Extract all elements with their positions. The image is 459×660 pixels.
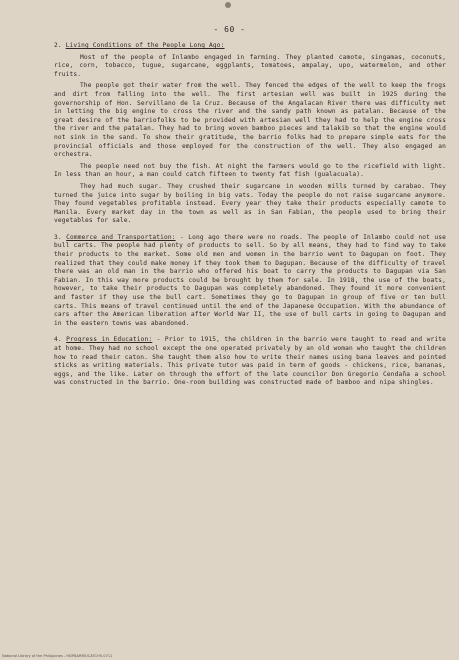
section-living-conditions (54, 42, 446, 226)
footer-credit: National Library of the Philippines - HDPBARRIOCATCH5-0711 (2, 654, 113, 658)
section-heading: Commerce and Transportation: (66, 233, 176, 241)
section-heading: Living Conditions of the People Long Ago: (65, 42, 225, 49)
page-number: - 60 - (213, 25, 246, 34)
paragraph: Most of the people of Inlambo engaged in farming. They planted camote, singamas, coconuts, rice, corn, tobacco, tugue, sugarcane, eggplants, tomatoes, ampalay, upo, watermelon, and other fruits. (54, 53, 446, 78)
document-body (54, 42, 446, 396)
section-progress-education (54, 336, 446, 388)
paragraph-text: - Prior to 1915, the children in the barrio were taught to read and write at home. They had no school except the one operated privately by an old woman who taught the children how to read their caton. She taught them also how to write their names using bana leaves and pointed sticks as writing materials. This private tutor was paid in term of goods - chickens, rice, bananas, eggs, and the like. Later on through the effort of the late councilor Don Gregorio Cendaña a school was constructed in the barrio. One-room building was constructed made of bamboo and nipa shingles. (54, 336, 446, 387)
paragraph-text: - Long ago there were no roads. The people of Inlambo could not use bull carts. The people had plenty of products to sell. So by all means, they had to find way to take their products to the market. Some old men and women in the barrio went to Dagupan on foot. They realized that they could make money if they took them to Dagupan. Because of the difficulty of travel there was an old man in the barrio who offered his boat to carry the products to Dagupan via San Fabian. In this way more products could be brought by them for sale. In 1918, the use of the boats, however, to take their products to Dagupan was completely abandoned. They found it more convenient and faster if they use the bull cart. Sometimes they go to Dagupan in group of five or ten bull carts. This means of travel continued until the end of the Japanese Occupation. With the abundance of cars after the American liberation after World War II, the use of bull carts in going to Dagupan and in the eastern towns was abandoned. (54, 233, 446, 327)
paragraph: The people got their water from the well. They fenced the edges of the well to keep the frogs and dirt from falling into the well. The first artesian well was built in 1925 during the governorship of Hon. Servillano de la Cruz. Because of the Angalacan River there was difficulty met in letting the big engine to cross the river and the sandy path known as patalan. Because of the great desire of the barriofolks to be provided with artesian well they had to help the engine cross the river and the patalan. They had to bring woven bamboo pieces and talakib so that the engine would not sink in the sand. To show their gratitude, the barrio folks had to prepare simple eats for the provincial officials and those employed for the construction of the well. They also engaged an orchestra. (54, 82, 446, 159)
section-commerce-transportation (54, 234, 446, 329)
paragraph: The people need not buy the fish. At night the farmers would go to the ricefield with light. In less than an hour, a man could catch fifteen to twenty fat fish (gualacuala). (54, 162, 446, 179)
paragraph (54, 336, 446, 388)
punch-hole (225, 2, 231, 8)
section-number: 2. (54, 42, 62, 49)
section-heading: Progress in Education: (66, 336, 153, 344)
section-number: 3. (54, 233, 62, 241)
section-number: 4. (54, 336, 62, 344)
paragraph: They had much sugar. They crushed their sugarcane in wooden mills turned by carabao. They turned the juice into sugar by boiling in big vats. Today the people do not raise sugarcane anymore. They found vegetables profitable instead. Every year they take their products especially camote to Manila. Every market day in the town as well as in San Fabian, the people used to bring their vegetables for sale. (54, 182, 446, 225)
paragraph (54, 234, 446, 329)
